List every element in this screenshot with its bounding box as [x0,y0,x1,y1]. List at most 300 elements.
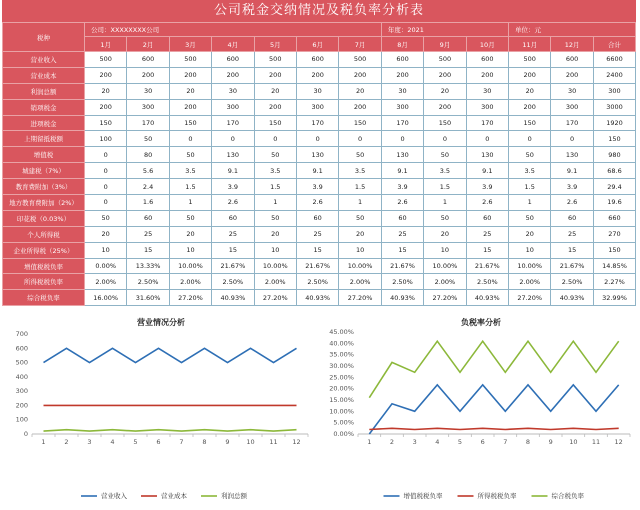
table-cell: 27.20% [339,290,381,306]
table-cell: 3.5 [424,163,466,179]
table-cell: 10.00% [339,258,381,274]
x-tick-label: 10 [569,438,578,446]
table-cell: 0 [296,131,338,147]
table-cell: 0 [212,131,254,147]
table-cell: 600 [466,52,508,68]
table-cell: 200 [127,67,169,83]
table-cell: 2.27% [593,274,635,290]
table-cell: 150 [169,115,211,131]
table-cell: 20 [339,83,381,99]
y-tick-label: 10.00% [329,407,354,416]
table-cell: 9.1 [212,163,254,179]
y-tick-label: 600 [15,344,28,353]
series-line-3 [369,341,618,398]
table-cell: 21.67% [296,258,338,274]
row-label: 进项税金 [3,115,85,131]
table-cell: 130 [381,147,423,163]
table-cell: 50 [85,210,127,226]
x-tick-label: 6 [480,438,485,446]
table-cell: 500 [339,52,381,68]
legend-label: 营业收入 [101,492,127,500]
table-cell: 10 [254,242,296,258]
table-row [3,179,636,195]
table-cell: 10.00% [424,258,466,274]
chart-svg [4,316,318,506]
table-cell: 2.50% [212,274,254,290]
chart-svg [324,316,638,506]
table-cell: 3.5 [254,163,296,179]
table-cell: 25 [381,226,423,242]
month-header: 5月 [254,37,296,52]
table-cell: 27.20% [254,290,296,306]
table-cell: 15 [381,242,423,258]
table-cell: 50 [509,210,551,226]
row-label: 教育费附加（3%） [3,179,85,195]
x-tick-label: 3 [87,438,92,446]
table-cell: 0 [85,163,127,179]
table-cell: 60 [127,210,169,226]
table-cell: 2.00% [424,274,466,290]
table-cell: 200 [169,67,211,83]
row-label: 城建税（7%） [3,163,85,179]
table-cell: 30 [296,83,338,99]
x-tick-label: 5 [133,438,138,446]
table-cell: 31.60% [127,290,169,306]
x-tick-label: 6 [156,438,161,446]
table-cell: 500 [424,52,466,68]
table-cell: 0 [381,131,423,147]
table-cell: 200 [254,67,296,83]
x-tick-label: 4 [435,438,440,446]
row-label: 营业成本 [3,67,85,83]
table-cell: 0 [424,131,466,147]
table-cell: 500 [85,52,127,68]
y-tick-label: 100 [15,415,28,424]
table-cell: 14.85% [593,258,635,274]
table-row [3,242,636,258]
table-cell: 30 [212,83,254,99]
table-cell: 200 [551,67,593,83]
chart-title: 营业情况分析 [137,318,185,327]
table-cell: 30 [551,83,593,99]
table-cell: 0 [85,179,127,195]
table-cell: 40.93% [212,290,254,306]
table-cell: 2.6 [551,195,593,211]
legend-label: 增值税税负率 [403,492,443,500]
table-cell: 600 [551,52,593,68]
table-cell: 3.9 [466,179,508,195]
table-cell: 3.5 [509,163,551,179]
x-tick-label: 11 [269,438,278,446]
table-cell: 60 [551,210,593,226]
table-cell: 27.20% [509,290,551,306]
table-cell: 50 [254,210,296,226]
table-cell: 27.20% [169,290,211,306]
table-cell: 2.00% [339,274,381,290]
table-cell: 20 [254,83,296,99]
month-header: 6月 [296,37,338,52]
legend-label: 综合税负率 [551,492,584,500]
table-cell: 150 [254,115,296,131]
table-row [3,147,636,163]
table-row [3,52,636,68]
y-tick-label: 20.00% [329,384,354,393]
table-cell: 10 [509,242,551,258]
table-cell: 170 [466,115,508,131]
row-label: 销项税金 [3,99,85,115]
table-cell: 300 [551,99,593,115]
table-cell: 0 [509,131,551,147]
series-line-2 [369,428,618,429]
table-cell: 150 [593,242,635,258]
table-cell: 50 [169,147,211,163]
table-cell: 15 [212,242,254,258]
table-cell: 3.5 [169,163,211,179]
x-tick-label: 9 [225,438,230,446]
table-cell: 2.50% [381,274,423,290]
table-cell: 32.99% [593,290,635,306]
table-cell: 100 [85,131,127,147]
table-cell: 40.93% [466,290,508,306]
month-header-row [3,37,636,52]
table-cell: 0 [85,147,127,163]
y-tick-label: 30.00% [329,362,354,370]
table-cell: 20 [85,83,127,99]
table-cell: 1 [254,195,296,211]
table-cell: 200 [339,67,381,83]
table-cell: 20 [254,226,296,242]
table-cell: 3.9 [212,179,254,195]
table-cell: 130 [466,147,508,163]
table-cell: 150 [85,115,127,131]
year-label: 年度：2021 [381,23,508,37]
sheet-title: 公司税金交纳情况及税负率分析表 [2,0,636,22]
x-tick-label: 2 [389,438,395,446]
table-cell: 40.93% [551,290,593,306]
table-cell: 21.67% [466,258,508,274]
x-tick-label: 2 [64,438,69,446]
table-cell: 5.6 [127,163,169,179]
table-row [3,83,636,99]
table-cell: 20 [339,226,381,242]
table-row [3,274,636,290]
table-row [3,226,636,242]
table-row [3,67,636,83]
table-row [3,258,636,274]
table-cell: 1.6 [127,195,169,211]
revenue-chart [4,316,318,506]
legend-label: 利润总额 [221,492,247,500]
month-header: 9月 [424,37,466,52]
table-cell: 270 [593,226,635,242]
y-tick-label: 500 [15,358,28,367]
table-cell: 150 [509,115,551,131]
x-tick-label: 10 [246,438,255,446]
table-cell: 200 [212,67,254,83]
table-cell: 21.67% [551,258,593,274]
table-cell: 2.6 [466,195,508,211]
table-cell: 0 [169,131,211,147]
row-label: 地方教育费附加（2%） [3,195,85,211]
tax-sheet [2,0,636,306]
table-cell: 25 [466,226,508,242]
table-cell: 0 [551,131,593,147]
table-cell: 9.1 [466,163,508,179]
table-cell: 9.1 [551,163,593,179]
month-header: 4月 [212,37,254,52]
table-cell: 200 [339,99,381,115]
month-header: 2月 [127,37,169,52]
table-cell: 150 [424,115,466,131]
table-cell: 60 [466,210,508,226]
table-cell: 0 [339,131,381,147]
table-cell: 20 [424,83,466,99]
table-cell: 20 [169,83,211,99]
table-cell: 200 [381,67,423,83]
table-cell: 25 [551,226,593,242]
table-cell: 50 [424,147,466,163]
table-cell: 50 [127,131,169,147]
table-cell: 3.5 [339,163,381,179]
table-cell: 3.9 [551,179,593,195]
table-row [3,163,636,179]
y-tick-label: 40.00% [329,339,354,348]
table-cell: 300 [296,99,338,115]
y-tick-label: 200 [15,401,28,410]
x-tick-label: 3 [412,438,417,446]
series-line-1 [44,348,297,362]
table-cell: 13.33% [127,258,169,274]
table-cell: 1 [169,195,211,211]
table-cell: 200 [85,67,127,83]
chart-title: 负税率分析 [461,318,501,327]
table-cell: 20 [169,226,211,242]
y-tick-label: 45.00% [329,328,354,336]
table-cell: 200 [466,67,508,83]
row-label: 综合税负率 [3,290,85,306]
y-tick-label: 15.00% [329,396,354,404]
table-cell: 2.00% [254,274,296,290]
table-cell: 10.00% [169,258,211,274]
info-row [3,23,636,37]
month-header: 合计 [593,37,635,52]
table-cell: 1.5 [509,179,551,195]
row-label: 利润总额 [3,83,85,99]
x-tick-label: 1 [41,438,46,446]
table-cell: 30 [127,83,169,99]
table-cell: 150 [593,131,635,147]
table-cell: 30 [466,83,508,99]
table-cell: 20 [85,226,127,242]
table-cell: 170 [127,115,169,131]
table-cell: 27.20% [424,290,466,306]
table-cell: 16.00% [85,290,127,306]
table-cell: 68.6 [593,163,635,179]
table-cell: 6600 [593,52,635,68]
table-cell: 30 [381,83,423,99]
y-tick-label: 0.00% [333,430,354,438]
table-row [3,115,636,131]
table-cell: 600 [296,52,338,68]
table-cell: 2.00% [509,274,551,290]
x-tick-label: 11 [591,438,601,446]
table-cell: 200 [254,99,296,115]
table-cell: 21.67% [212,258,254,274]
table-cell: 29.4 [593,179,635,195]
table-cell: 10 [424,242,466,258]
table-cell: 1 [509,195,551,211]
x-tick-label: 7 [179,438,184,446]
table-cell: 0 [85,195,127,211]
table-cell: 3.9 [381,179,423,195]
table-cell: 21.67% [381,258,423,274]
table-cell: 1.5 [254,179,296,195]
table-cell: 0 [466,131,508,147]
table-cell: 2.50% [127,274,169,290]
x-tick-label: 9 [548,438,553,446]
table-cell: 40.93% [381,290,423,306]
y-tick-label: 25.00% [329,373,354,382]
table-cell: 2.6 [212,195,254,211]
table-cell: 1.5 [424,179,466,195]
table-cell: 10 [169,242,211,258]
table-cell: 60 [296,210,338,226]
table-cell: 20 [509,83,551,99]
table-cell: 200 [85,99,127,115]
month-header: 11月 [509,37,551,52]
table-cell: 600 [127,52,169,68]
tax-rate-chart [324,316,638,506]
table-cell: 600 [381,52,423,68]
table-cell: 60 [381,210,423,226]
tax-table [2,22,636,306]
table-cell: 300 [466,99,508,115]
table-row [3,290,636,306]
table-cell: 300 [212,99,254,115]
table-cell: 2.6 [381,195,423,211]
table-cell: 500 [169,52,211,68]
table-cell: 50 [169,210,211,226]
x-tick-label: 12 [614,438,623,446]
table-cell: 1.5 [169,179,211,195]
table-cell: 600 [212,52,254,68]
table-cell: 50 [509,147,551,163]
x-tick-label: 1 [367,438,372,446]
table-cell: 500 [509,52,551,68]
table-cell: 50 [339,210,381,226]
table-cell: 25 [296,226,338,242]
row-label: 增值税 [3,147,85,163]
table-cell: 60 [212,210,254,226]
series-line-3 [44,430,297,431]
table-cell: 200 [424,99,466,115]
y-tick-label: 5.00% [333,418,354,427]
x-tick-label: 7 [503,438,508,446]
table-cell: 25 [127,226,169,242]
table-cell: 2.00% [169,274,211,290]
table-cell: 9.1 [296,163,338,179]
unit-label: 单位：元 [509,23,636,37]
table-cell: 1920 [593,115,635,131]
table-cell: 15 [296,242,338,258]
row-label: 企业所得税（25%） [3,242,85,258]
x-tick-label: 12 [292,438,301,446]
month-header: 3月 [169,37,211,52]
table-cell: 2400 [593,67,635,83]
table-cell: 170 [212,115,254,131]
table-cell: 980 [593,147,635,163]
table-cell: 10 [85,242,127,258]
table-cell: 2.50% [466,274,508,290]
table-cell: 20 [509,226,551,242]
month-header: 12月 [551,37,593,52]
table-cell: 15 [466,242,508,258]
legend-label: 营业成本 [161,492,187,500]
table-cell: 200 [424,67,466,83]
y-tick-label: 700 [15,330,28,338]
row-label: 所得税税负率 [3,274,85,290]
series-line-1 [369,385,618,434]
table-cell: 1 [339,195,381,211]
table-cell: 200 [169,99,211,115]
legend-label: 所得税税负率 [477,492,517,500]
y-tick-label: 400 [15,372,28,381]
table-cell: 170 [551,115,593,131]
row-label: 个人所得税 [3,226,85,242]
table-cell: 3.9 [296,179,338,195]
table-cell: 200 [509,99,551,115]
month-header: 10月 [466,37,508,52]
row-label: 印花税（0.03%） [3,210,85,226]
table-cell: 500 [254,52,296,68]
table-row [3,99,636,115]
x-tick-label: 8 [525,438,531,446]
table-cell: 150 [339,115,381,131]
x-tick-label: 5 [457,438,463,446]
table-cell: 80 [127,147,169,163]
table-cell: 50 [339,147,381,163]
row-label: 营业收入 [3,52,85,68]
table-cell: 200 [509,67,551,83]
table-cell: 2.00% [85,274,127,290]
month-header: 7月 [339,37,381,52]
table-cell: 10.00% [509,258,551,274]
table-cell: 50 [254,147,296,163]
table-cell: 10.00% [254,258,296,274]
company-label: 公司：XXXXXXXX公司 [85,23,382,37]
table-cell: 10 [339,242,381,258]
table-cell: 2.6 [296,195,338,211]
table-cell: 40.93% [296,290,338,306]
table-cell: 130 [212,147,254,163]
table-row [3,195,636,211]
y-tick-label: 0 [23,430,28,438]
table-cell: 200 [296,67,338,83]
corner-header: 税种 [3,23,85,52]
x-tick-label: 8 [202,438,207,446]
y-tick-label: 35.00% [329,350,354,359]
row-label: 上期留抵税额 [3,131,85,147]
table-cell: 300 [127,99,169,115]
table-cell: 2.4 [127,179,169,195]
table-cell: 0.00% [85,258,127,274]
table-cell: 15 [127,242,169,258]
table-cell: 660 [593,210,635,226]
table-cell: 1 [424,195,466,211]
table-cell: 3000 [593,99,635,115]
table-cell: 50 [424,210,466,226]
month-header: 8月 [381,37,423,52]
